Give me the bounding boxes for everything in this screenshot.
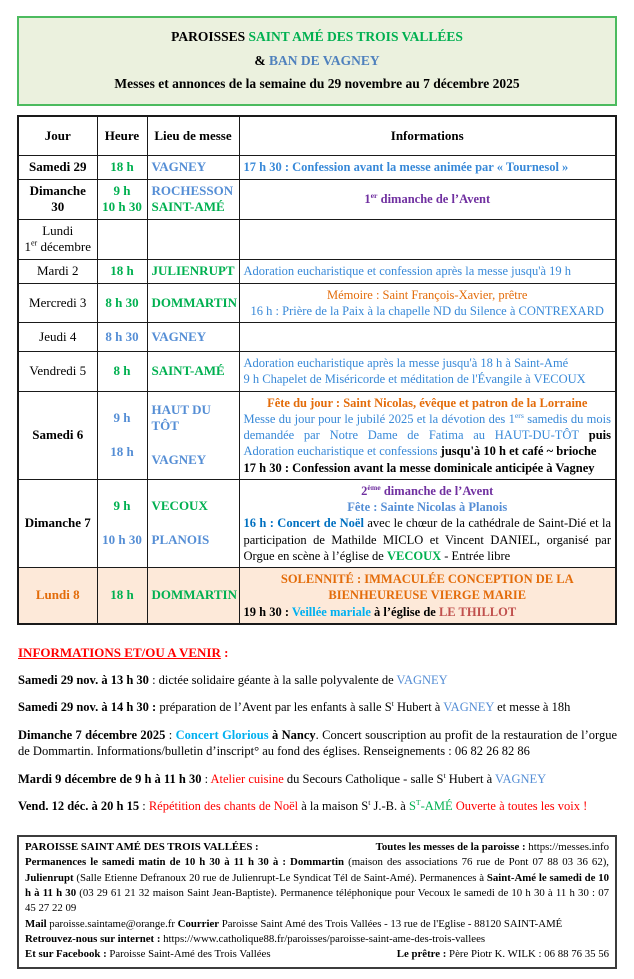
time-text <box>102 410 143 427</box>
text-segment: Samedi 29 <box>29 158 87 174</box>
text-segment: Fête : Sainte Nicolas à Planois <box>347 500 508 515</box>
footer-line <box>25 855 609 916</box>
place-text <box>152 402 235 435</box>
text-segment: Adoration eucharistique et confessions <box>243 444 438 459</box>
text-segment: Jeudi 4 <box>39 328 77 344</box>
table-row-mercredi-3 <box>18 283 616 323</box>
text-segment: à l’église de <box>370 604 439 619</box>
day-cell <box>18 323 97 352</box>
table-row-dimanche-30 <box>18 179 616 219</box>
text-segment: 9 h <box>113 182 131 198</box>
day-text <box>23 263 93 280</box>
footer-line-left <box>25 840 259 855</box>
text-segment: à Nancy <box>268 727 316 742</box>
text-segment: VAGNEY <box>151 158 207 174</box>
text-segment: Veillée mariale <box>291 604 371 619</box>
text-segment: VAGNEY <box>443 700 494 715</box>
place-text <box>152 263 235 280</box>
text-segment: er <box>370 190 378 200</box>
place-cell <box>147 323 239 352</box>
text-segment: 16 h : Concert de Noël <box>243 516 364 531</box>
mass-schedule-table <box>17 115 617 625</box>
text-segment: LE THILLOT <box>438 604 517 619</box>
text-segment: Mardi 9 décembre de 9 h à 11 h 30 <box>18 771 202 786</box>
column-header-heure: Heure <box>97 116 147 156</box>
day-text <box>23 427 93 444</box>
text-segment: HAUT DU TÔT <box>151 401 211 434</box>
place-text <box>152 452 235 469</box>
text-segment: -AMÉ <box>420 799 453 814</box>
text-segment: Vend. 12 déc. à 20 h 15 <box>18 799 140 814</box>
footer-line <box>25 947 609 962</box>
text-segment: t <box>443 770 446 780</box>
time-cell <box>97 323 147 352</box>
place-cell <box>147 260 239 284</box>
day-text <box>23 239 93 256</box>
day-cell <box>18 568 97 624</box>
day-cell <box>18 219 97 259</box>
announcement-item <box>18 771 617 788</box>
time-cell <box>97 352 147 392</box>
table-row-mardi-2 <box>18 260 616 284</box>
info-cell <box>239 219 616 259</box>
text-segment: SAINT-AMÉ <box>151 363 225 379</box>
text-segment: ème <box>367 482 381 492</box>
place-cell <box>147 283 239 323</box>
announcements-section <box>18 645 617 815</box>
text-segment: Hubert à <box>393 700 444 715</box>
day-cell <box>18 155 97 179</box>
table-row-jeudi-4 <box>18 323 616 352</box>
table-row-samedi-29 <box>18 155 616 179</box>
footer-line-left <box>25 947 271 962</box>
text-segment: J.-B. à <box>370 799 409 814</box>
text-segment: Répétition des chants de Noël <box>148 799 299 814</box>
info-text <box>244 191 612 207</box>
info-cell <box>239 283 616 323</box>
info-text <box>244 263 612 279</box>
announcements-title <box>18 645 617 661</box>
time-cell <box>97 479 147 567</box>
text-segment: Messe du jour pour le jubilé 2025 et la dévotion des 1 <box>243 411 515 426</box>
place-text <box>152 199 235 216</box>
day-text <box>23 587 93 604</box>
info-text <box>244 371 612 387</box>
time-cell <box>97 391 147 479</box>
text-segment: Mercredi 3 <box>29 294 87 310</box>
text-segment: (03 29 61 21 32 maison Saint Jean-Baptiste). Permanence téléphonique pour Vecoux le samedi de 10 h 30 à 11 h 30 : 07 45 27 22 09 <box>25 886 609 915</box>
text-segment: Mémoire : Saint François-Xavier, prêtre <box>327 287 528 302</box>
text-segment: PAROISSE SAINT AMÉ DES TROIS VALLÉES : <box>25 840 259 853</box>
text-segment: Paroisse Saint-Amé des Trois Vallées <box>106 948 271 961</box>
text-segment: JULIENRUPT <box>151 263 235 278</box>
text-segment: https://messes.info <box>525 840 609 853</box>
text-segment: 16 h : Prière de la Paix à la chapelle ND du Silence à CONTREXARD <box>250 303 604 318</box>
info-cell <box>239 155 616 179</box>
text-segment: 10 h 30 <box>102 199 142 215</box>
text-segment: Adoration eucharistique et confession après la messe jusqu'à 19 h <box>243 264 572 279</box>
announcement-item <box>18 672 617 689</box>
day-cell <box>18 260 97 284</box>
text-segment: DOMMARTIN <box>151 294 237 310</box>
text-segment: 1 <box>24 239 31 255</box>
footer-line-right <box>376 840 609 855</box>
info-cell <box>239 568 616 624</box>
announcements-title-text: INFORMATIONS ET/OU A VENIR <box>18 644 221 660</box>
text-segment: https://www.catholique88.fr/paroisses/paroisse-saint-ame-des-trois-vallees <box>160 932 486 945</box>
ban-prefix: & <box>254 52 270 68</box>
column-header-informations: Informations <box>239 116 616 156</box>
text-segment: 1 <box>364 192 371 206</box>
place-text <box>152 295 235 312</box>
info-text <box>244 395 612 411</box>
day-text <box>23 183 93 216</box>
text-segment: T <box>415 798 421 808</box>
info-text <box>244 571 612 604</box>
place-text <box>152 587 235 604</box>
text-segment: Dimanche 7 <box>24 515 91 531</box>
time-cell <box>97 283 147 323</box>
place-cell <box>147 479 239 567</box>
text-segment: paroisse.saintame@orange.fr <box>46 917 178 930</box>
table-header-row <box>18 116 616 156</box>
text-segment: . Concert souscription au profit de la restauration de l’orgue de Dommartin. Informations/bulletin d’inscript° au fond des églises. Renseignements : 06 82 26 82 86 <box>18 727 617 759</box>
info-cell <box>239 479 616 567</box>
place-cell <box>147 352 239 392</box>
time-cell <box>97 155 147 179</box>
place-cell <box>147 219 239 259</box>
week-subtitle: Messes et annonces de la semaine du 29 novembre au 7 décembre 2025 <box>114 76 520 92</box>
text-segment: ers <box>514 410 524 420</box>
text-segment: 18 h <box>110 158 134 174</box>
text-segment: 8 h 30 <box>105 294 139 310</box>
table-row-samedi-6 <box>18 391 616 479</box>
day-cell <box>18 179 97 219</box>
place-text <box>152 363 235 380</box>
text-segment: 17 h 30 : Confession avant la messe dominicale anticipée à Vagney <box>243 460 595 475</box>
text-segment: préparation de l’Avent par les enfants à salle S <box>156 700 392 715</box>
text-segment: : <box>201 771 211 786</box>
day-text <box>23 329 93 346</box>
text-segment: Hubert à <box>445 771 496 786</box>
place-text <box>152 329 235 346</box>
time-text <box>102 329 143 346</box>
text-segment: décembre <box>37 239 92 255</box>
table-row-lundi-1er <box>18 219 616 259</box>
table-row-dimanche-7 <box>18 479 616 567</box>
text-segment: Ouverte à toutes les voix ! <box>455 799 588 814</box>
place-cell <box>147 155 239 179</box>
header-title-line-2 <box>25 49 609 73</box>
info-text <box>244 604 612 620</box>
text-segment: Vendredi 5 <box>29 363 87 379</box>
text-segment: 9 h <box>113 410 131 426</box>
text-segment: jusqu'à 10 h et café ~ brioche <box>437 444 597 459</box>
text-segment: DOMMARTIN <box>151 587 237 603</box>
info-text <box>244 483 612 499</box>
text-segment: dimanche de l’Avent <box>377 192 491 206</box>
text-segment: Père Piotr K. WILK : 06 88 76 35 56 <box>446 948 609 961</box>
day-cell <box>18 391 97 479</box>
text-segment: (maison des associations 76 rue de Pont 07 88 03 36 62), <box>344 856 610 869</box>
text-segment: Dimanche 30 <box>29 182 86 215</box>
info-text <box>244 460 612 476</box>
text-segment: 8 h <box>113 363 131 379</box>
text-segment: S <box>408 799 416 814</box>
time-text <box>102 363 143 380</box>
time-text <box>102 295 143 312</box>
text-segment: du Secours Catholique - salle S <box>283 771 444 786</box>
text-segment: Mardi 2 <box>36 263 79 278</box>
text-segment: 9 h <box>113 498 131 514</box>
text-segment: 19 h 30 : <box>243 604 292 619</box>
time-text <box>102 199 143 216</box>
text-segment: VECOUX <box>151 498 208 514</box>
text-segment: Samedi 29 nov. à 13 h 30 <box>18 672 149 687</box>
text-segment: 2 <box>361 483 368 498</box>
info-text <box>244 499 612 515</box>
info-cell <box>239 179 616 219</box>
time-text <box>102 498 143 515</box>
text-segment: - Entrée libre <box>441 548 511 563</box>
text-segment: SAINT-AMÉ <box>151 199 225 215</box>
header-box <box>17 16 617 106</box>
time-cell <box>97 219 147 259</box>
info-cell <box>239 391 616 479</box>
place-cell <box>147 391 239 479</box>
text-segment: VAGNEY <box>396 672 448 687</box>
info-cell <box>239 260 616 284</box>
info-text <box>244 303 612 319</box>
paroisses-label: PAROISSES <box>171 29 249 44</box>
text-segment: Adoration eucharistique après la messe jusqu'à 18 h à Saint-Amé <box>243 356 569 371</box>
text-segment: Le prêtre : <box>396 948 447 961</box>
text-segment: Lundi <box>42 222 74 238</box>
info-text <box>244 355 612 371</box>
parish-name: SAINT AMÉ DES TROIS VALLÉES <box>248 29 463 44</box>
text-segment: Dommartin <box>290 856 345 869</box>
footer-box <box>17 835 617 969</box>
text-segment: Samedi 29 nov. à 14 h 30 : <box>18 700 157 715</box>
footer-line-right <box>397 947 609 962</box>
announcements-title-colon: : <box>220 644 229 660</box>
text-segment: ROCHESSON <box>151 182 234 198</box>
day-text <box>23 159 93 176</box>
day-text <box>23 363 93 380</box>
footer-line <box>25 840 609 855</box>
day-text <box>23 223 93 240</box>
text-segment: Et sur Facebook : <box>25 948 107 961</box>
text-segment: Courrier <box>177 917 220 930</box>
place-text <box>152 159 235 176</box>
text-segment: Fête du jour : Saint Nicolas, évêque et patron de la Lorraine <box>267 395 588 410</box>
text-segment: Toutes les messes de la paroisse : <box>375 840 526 853</box>
text-segment: 9 h Chapelet de Miséricorde et méditation de l'Évangile à VECOUX <box>243 372 586 387</box>
time-cell <box>97 260 147 284</box>
text-segment: puis <box>579 428 611 443</box>
text-segment: t <box>391 699 394 709</box>
text-segment: t <box>368 798 371 808</box>
text-segment: Retrouvez-nous sur internet : <box>25 932 161 945</box>
text-segment: samedis du mois demandée par Notre Dame de Fatima au HAUT-DU-TÔT <box>243 411 611 443</box>
time-text <box>102 183 143 200</box>
footer-line <box>25 932 609 947</box>
text-segment: 18 h <box>110 263 134 278</box>
place-cell <box>147 568 239 624</box>
day-text <box>23 515 93 532</box>
text-segment: Concert Glorious <box>175 727 269 742</box>
text-segment: Samedi 6 <box>32 426 84 442</box>
info-text <box>244 287 612 303</box>
text-segment: Atelier cuisine <box>210 771 284 786</box>
table-row-lundi-8 <box>18 568 616 624</box>
text-segment: Dimanche 7 décembre 2025 <box>18 727 166 742</box>
text-segment: Permanences le samedi matin de 10 h 30 à 11 h 30 à : <box>25 856 286 869</box>
day-cell <box>18 283 97 323</box>
column-header-lieu-de-messe: Lieu de messe <box>147 116 239 156</box>
text-segment: avec le chœur de la cathédrale de Saint-Dié et la participation de Mathilde MICLO et Vincent DANIEL, organisé par Orgue en scène à l’église de <box>243 516 611 563</box>
time-text <box>102 587 143 604</box>
time-text <box>102 263 143 280</box>
day-cell <box>18 479 97 567</box>
text-segment: 17 h 30 : Confession avant la messe animée par « Tournesol » <box>243 160 569 175</box>
text-segment: VAGNEY <box>151 452 207 468</box>
text-segment: Mail <box>25 917 47 930</box>
place-text <box>152 532 235 549</box>
time-cell <box>97 568 147 624</box>
text-segment: (Salle Etienne Defranoux 20 rue de Julienrupt-Le Syndicat Tél de Saint-Amé). Permanences à <box>73 871 487 884</box>
text-segment: : <box>139 799 149 814</box>
place-cell <box>147 179 239 219</box>
text-segment: VECOUX <box>386 548 442 563</box>
announcement-item <box>18 798 617 815</box>
header-title-line-1 <box>25 25 609 49</box>
place-text <box>152 183 235 200</box>
time-cell <box>97 179 147 219</box>
text-segment: Paroisse Saint Amé des Trois Vallées - 13 rue de l'Eglise - 88120 SAINT-AMÉ <box>219 917 563 930</box>
text-segment: Lundi 8 <box>35 587 80 603</box>
text-segment: 18 h <box>110 587 134 603</box>
info-text <box>244 411 612 460</box>
text-segment: : <box>165 727 176 742</box>
info-text <box>244 159 612 175</box>
time-text <box>102 444 143 461</box>
text-segment: VAGNEY <box>495 771 547 786</box>
footer-line <box>25 917 609 932</box>
announcement-item <box>18 727 617 760</box>
time-text <box>102 159 143 176</box>
info-text <box>244 515 612 564</box>
text-segment: er <box>30 239 38 249</box>
info-cell <box>239 323 616 352</box>
place-text <box>152 498 235 515</box>
text-segment: à la maison S <box>298 799 369 814</box>
day-cell <box>18 352 97 392</box>
text-segment: 8 h 30 <box>105 328 139 344</box>
text-segment: Saint-Amé le samedi de 10 h à 11 h 30 <box>25 871 609 899</box>
text-segment: : dictée solidaire géante à la salle polyvalente de <box>148 672 397 687</box>
text-segment: PLANOIS <box>151 532 210 547</box>
text-segment: dimanche de l’Avent <box>380 483 494 498</box>
ban-name: BAN DE VAGNEY <box>269 52 380 68</box>
column-header-jour: Jour <box>18 116 97 156</box>
text-segment: Julienrupt <box>25 871 74 884</box>
text-segment: 18 h <box>110 443 134 459</box>
text-segment: SOLENNITÉ : IMMACULÉE CONCEPTION DE LA BIENHEUREUSE VIERGE MARIE <box>280 572 574 603</box>
announcement-item <box>18 699 617 716</box>
text-segment: 10 h 30 <box>102 532 142 547</box>
text-segment: VAGNEY <box>151 328 207 344</box>
day-text <box>23 295 93 312</box>
text-segment: et messe à 18h <box>493 700 571 715</box>
info-cell <box>239 352 616 392</box>
table-row-vendredi-5 <box>18 352 616 392</box>
time-text <box>102 532 143 549</box>
